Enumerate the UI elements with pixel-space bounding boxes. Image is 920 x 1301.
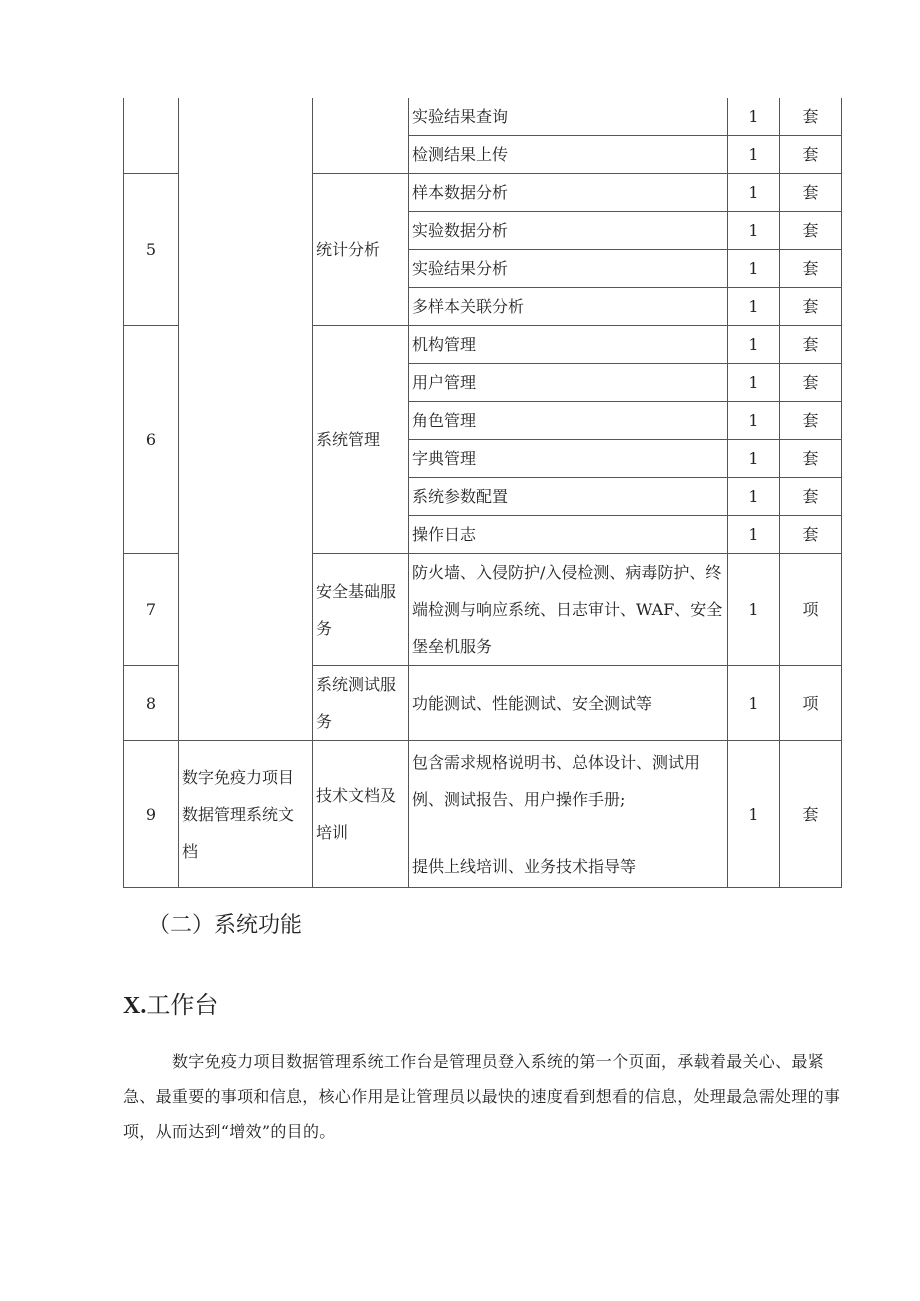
unit-cell: 套: [780, 212, 842, 250]
qty-cell: 1: [728, 478, 780, 516]
subsection-heading: [123, 985, 218, 1020]
qty-cell: 1: [728, 741, 780, 888]
qty-cell: 1: [728, 440, 780, 478]
module-cell: 安全基础服务: [313, 554, 409, 666]
item-cell: [409, 741, 728, 888]
row-number: [124, 98, 179, 174]
unit-cell: 套: [780, 136, 842, 174]
unit-cell: 套: [780, 98, 842, 136]
qty-cell: 1: [728, 250, 780, 288]
qty-cell: 1: [728, 136, 780, 174]
row-number: 8: [124, 666, 179, 741]
qty-cell: 1: [728, 666, 780, 741]
qty-cell: 1: [728, 516, 780, 554]
body-paragraph: 数字免疫力项目数据管理系统工作台是管理员登入系统的第一个页面，承载着最关心、最紧急、最重要的事项和信息，核心作用是让管理员以最快的速度看到想看的信息，处理最急需处理的事项，从而达到“增效”的目的。: [123, 1052, 841, 1141]
unit-cell: 套: [780, 364, 842, 402]
item-cell: 多样本关联分析: [409, 288, 728, 326]
unit-cell: 套: [780, 741, 842, 888]
row-number: 9: [124, 741, 179, 888]
qty-cell: 1: [728, 402, 780, 440]
subsection-prefix: X.: [123, 993, 147, 1019]
module-cell: [313, 98, 409, 174]
qty-cell: 1: [728, 174, 780, 212]
project-cell: [179, 98, 313, 741]
item-cell: 实验数据分析: [409, 212, 728, 250]
qty-cell: 1: [728, 326, 780, 364]
unit-cell: 套: [780, 402, 842, 440]
row-number: 6: [124, 326, 179, 554]
module-cell: 系统管理: [313, 326, 409, 554]
qty-cell: 1: [728, 98, 780, 136]
table-row: [124, 741, 842, 888]
unit-cell: 项: [780, 554, 842, 666]
row-number: 5: [124, 174, 179, 326]
unit-cell: 套: [780, 440, 842, 478]
unit-cell: 套: [780, 516, 842, 554]
project-cell: 数字免疫力项目数据管理系统文档: [179, 741, 313, 888]
item-cell: 系统参数配置: [409, 478, 728, 516]
item-cell: 实验结果分析: [409, 250, 728, 288]
subsection-title: 工作台: [146, 991, 219, 1019]
unit-cell: 套: [780, 174, 842, 212]
module-cell: 统计分析: [313, 174, 409, 326]
item-cell: 机构管理: [409, 326, 728, 364]
unit-cell: 套: [780, 250, 842, 288]
spec-table: [123, 98, 842, 888]
item-cell: 用户管理: [409, 364, 728, 402]
unit-cell: 项: [780, 666, 842, 741]
item-cell: 实验结果查询: [409, 98, 728, 136]
item-cell: 字典管理: [409, 440, 728, 478]
item-cell: 防火墙、入侵防护/入侵检测、病毒防护、终端检测与响应系统、日志审计、WAF、安全堡垒机服务: [409, 554, 728, 666]
qty-cell: 1: [728, 212, 780, 250]
item-cell: 检测结果上传: [409, 136, 728, 174]
qty-cell: 1: [728, 554, 780, 666]
item-cell: 角色管理: [409, 402, 728, 440]
module-cell: 系统测试服务: [313, 666, 409, 741]
item-cell: 功能测试、性能测试、安全测试等: [409, 666, 728, 741]
item-cell: 样本数据分析: [409, 174, 728, 212]
unit-cell: 套: [780, 326, 842, 364]
item-cell: 操作日志: [409, 516, 728, 554]
qty-cell: 1: [728, 288, 780, 326]
table-row: [124, 98, 842, 136]
qty-cell: 1: [728, 364, 780, 402]
unit-cell: 套: [780, 288, 842, 326]
row-number: 7: [124, 554, 179, 666]
module-cell: 技术文档及培训: [313, 741, 409, 888]
item-text-a: 包含需求规格说明书、总体设计、测试用例、测试报告、用户操作手册;: [412, 752, 701, 809]
item-text-b: 提供上线培训、业务技术指导等: [412, 856, 637, 876]
section-heading: （二）系统功能: [148, 913, 303, 938]
unit-cell: 套: [780, 478, 842, 516]
